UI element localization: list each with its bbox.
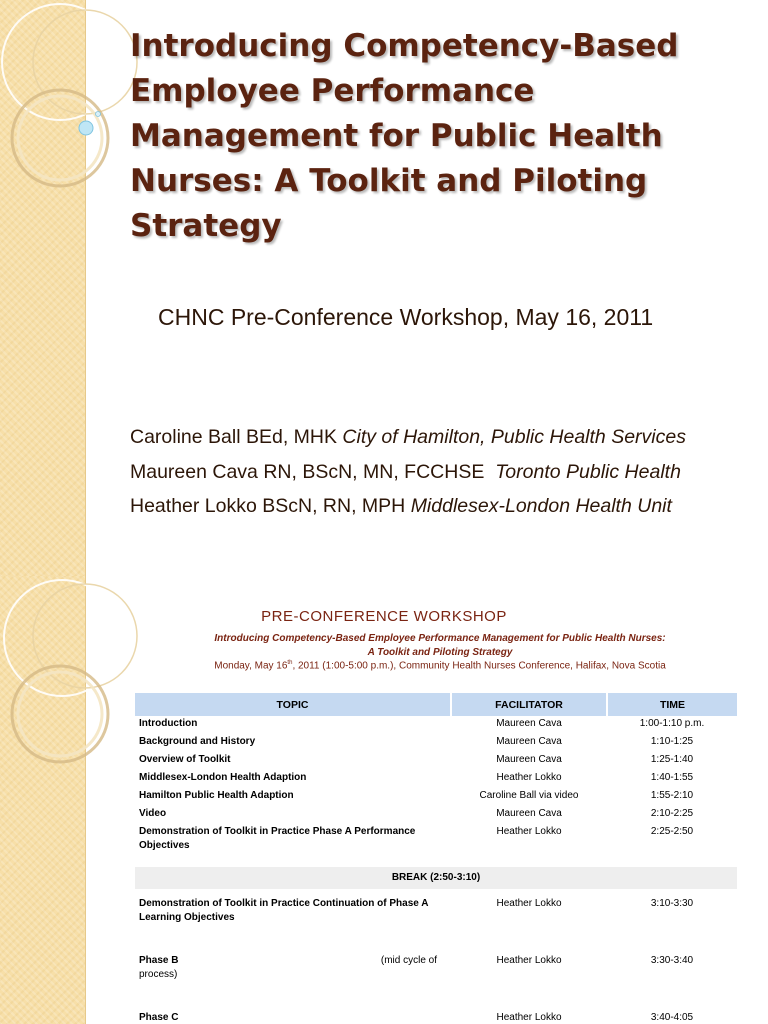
time-cell: 1:55-2:10 bbox=[650, 790, 694, 801]
table-row bbox=[135, 1010, 737, 1024]
agenda-slide bbox=[0, 576, 768, 1024]
facilitator-cell: Heather Lokko bbox=[496, 1012, 562, 1023]
author-line bbox=[130, 489, 750, 524]
author-affiliation: Toronto Public Health bbox=[495, 460, 681, 483]
topic-cell bbox=[135, 953, 451, 1010]
phase-note: (mid cycle of bbox=[380, 955, 437, 966]
table-row bbox=[135, 734, 737, 752]
column-header-topic: TOPIC bbox=[135, 693, 451, 716]
table-row bbox=[135, 953, 737, 1010]
author-name: Maureen Cava RN, BScN, MN, FCCHSE bbox=[130, 460, 485, 483]
topic-cell: Background and History bbox=[139, 736, 256, 747]
topic-cell: Overview of Toolkit bbox=[139, 754, 231, 765]
table-row bbox=[135, 770, 737, 788]
topic-cell: Demonstration of Toolkit in Practice Continuation of Phase A Learning Objectives bbox=[139, 898, 429, 923]
author-list bbox=[130, 420, 750, 524]
author-line bbox=[130, 455, 750, 490]
date-details: , 2011 (1:00-5:00 p.m.), Community Health Nurses Conference, Halifax, Nova Scotia bbox=[292, 660, 666, 672]
time-cell: 3:30-3:40 bbox=[650, 955, 694, 966]
topic-cell: Middlesex-London Health Adaption bbox=[139, 772, 307, 783]
table-row bbox=[135, 716, 737, 734]
facilitator-cell: Caroline Ball via video bbox=[479, 790, 579, 801]
column-header-time: TIME bbox=[607, 693, 737, 716]
slide-title: Introducing Competency-Based Employee Performance Management for Public Health Nurses: A Toolkit and Piloting Strategy bbox=[130, 28, 679, 244]
topic-cell: Hamilton Public Health Adaption bbox=[139, 790, 294, 801]
workshop-heading: PRE-CONFERENCE WORKSHOP bbox=[261, 608, 507, 625]
date-ordinal: th bbox=[287, 660, 293, 666]
topic-cell: Introduction bbox=[139, 718, 198, 729]
schedule-table bbox=[135, 693, 737, 1024]
time-cell: 2:25-2:50 bbox=[650, 826, 694, 837]
facilitator-cell: Heather Lokko bbox=[496, 826, 562, 837]
decorative-sidebar bbox=[0, 0, 86, 576]
column-header-facilitator: FACILITATOR bbox=[451, 693, 607, 716]
facilitator-cell: Heather Lokko bbox=[496, 772, 562, 783]
table-row bbox=[135, 788, 737, 806]
table-row bbox=[135, 752, 737, 770]
phase-label: Phase B bbox=[139, 955, 179, 966]
author-affiliation: City of Hamilton, Public Health Services bbox=[342, 426, 686, 448]
table-row bbox=[135, 806, 737, 824]
facilitator-cell: Maureen Cava bbox=[496, 754, 562, 765]
date-text: Monday, May 16 bbox=[214, 660, 288, 672]
facilitator-cell: Maureen Cava bbox=[496, 736, 562, 747]
facilitator-cell: Heather Lokko bbox=[496, 898, 562, 909]
time-cell: 1:00-1:10 p.m. bbox=[639, 718, 705, 729]
topic-cell: Phase C bbox=[139, 1012, 179, 1023]
table-row bbox=[135, 889, 737, 953]
break-row bbox=[135, 867, 737, 889]
decorative-sidebar bbox=[0, 576, 86, 1024]
author-affiliation: Middlesex-London Health Unit bbox=[410, 495, 672, 517]
table-row bbox=[135, 824, 737, 867]
author-line bbox=[130, 420, 750, 455]
workshop-subheading: A Toolkit and Piloting Strategy bbox=[367, 647, 513, 658]
workshop-date bbox=[120, 660, 760, 671]
time-cell: 1:10-1:25 bbox=[650, 736, 694, 747]
slide-subtitle: CHNC Pre-Conference Workshop, May 16, 2011 bbox=[158, 304, 654, 330]
time-cell: 3:40-4:05 bbox=[650, 1012, 694, 1023]
workshop-subheading: Introducing Competency-Based Employee Performance Management for Public Health Nurses: bbox=[214, 633, 666, 644]
time-cell: 2:10-2:25 bbox=[650, 808, 694, 819]
facilitator-cell: Maureen Cava bbox=[496, 808, 562, 819]
break-cell: BREAK (2:50-3:10) bbox=[135, 867, 737, 889]
facilitator-cell: Maureen Cava bbox=[496, 718, 562, 729]
time-cell: 1:25-1:40 bbox=[650, 754, 694, 765]
author-name: Heather Lokko BScN, RN, MPH bbox=[130, 495, 406, 517]
author-name: Caroline Ball BEd, MHK bbox=[130, 426, 337, 448]
facilitator-cell: Heather Lokko bbox=[496, 955, 562, 966]
table-header-row bbox=[135, 693, 737, 716]
topic-cell: Demonstration of Toolkit in Practice Phase A Performance Objectives bbox=[139, 826, 416, 851]
phase-note-cont: process) bbox=[139, 969, 178, 980]
time-cell: 3:10-3:30 bbox=[650, 898, 694, 909]
topic-cell: Video bbox=[139, 808, 167, 819]
time-cell: 1:40-1:55 bbox=[650, 772, 694, 783]
